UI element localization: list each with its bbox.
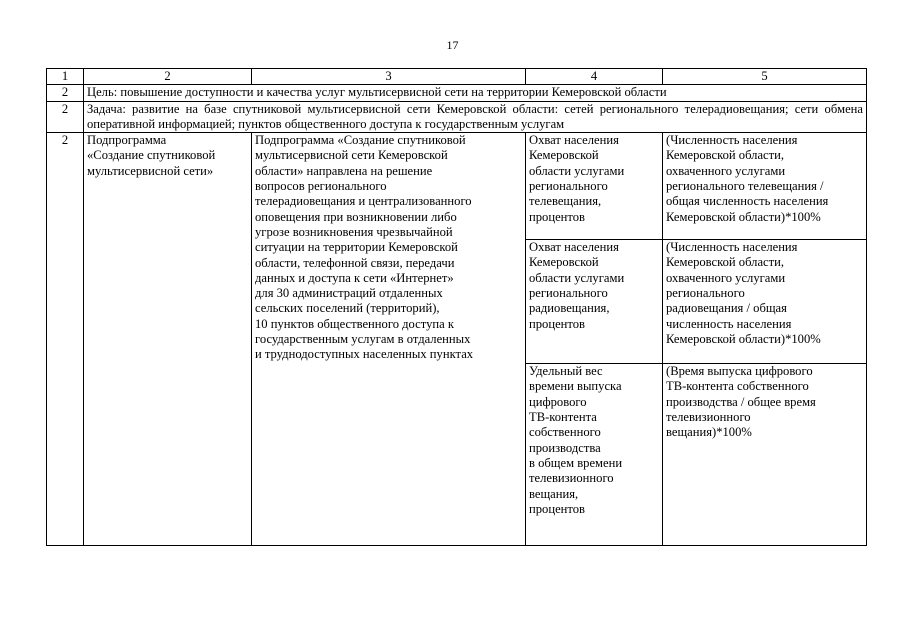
indicators-table bbox=[46, 68, 867, 546]
task-row-number: 2 bbox=[47, 101, 84, 133]
goal-text: Цель: повышение доступности и качества услуг мультисервисной сети на территории Кемеровской области bbox=[84, 85, 867, 101]
indicator-name-tv: Охват населения Кемеровской области услугами регионального телевещания, процентов bbox=[526, 133, 663, 240]
header-cell-1: 1 bbox=[47, 69, 84, 85]
table-header-row bbox=[47, 69, 867, 85]
subprogram-name: Подпрограмма «Создание спутниковой мультисервисной сети» bbox=[84, 133, 252, 546]
header-cell-3: 3 bbox=[252, 69, 526, 85]
subprogram-description: Подпрограмма «Создание спутниковой мультисервисной сети Кемеровской области» направлена на решение вопросов регионального телерадиовещания и централизованного оповещения при возникновении либо угрозе возникновения чрезвычайной ситуации на территории Кемеровской области, телефонной связи, передачи данных и доступа к сети «Интернет» для 30 администраций отдаленных сельских поселений (территорий), 10 пунктов общественного доступа к государственным услугам в отдаленных и труднодоступных населенных пунктах bbox=[252, 133, 526, 546]
indicator-formula-tv: (Численность населения Кемеровской области, охваченного услугами регионального телевещания / общая численность населения Кемеровской области)*100% bbox=[663, 133, 867, 240]
task-text: Задача: развитие на базе спутниковой мультисервисной сети Кемеровской области: сетей регионального телерадиовещания; сети обмена оперативной информацией; пунктов общественного доступа к государственным услугам bbox=[84, 101, 867, 133]
goal-row-number: 2 bbox=[47, 85, 84, 101]
header-cell-5: 5 bbox=[663, 69, 867, 85]
indicator-name-radio: Охват населения Кемеровской области услугами регионального радиовещания, процентов bbox=[526, 240, 663, 364]
indicator-formula-content: (Время выпуска цифрового ТВ-контента собственного производства / общее время телевизионного вещания)*100% bbox=[663, 364, 867, 546]
indicator-name-content: Удельный вес времени выпуска цифрового ТВ-контента собственного производства в общем времени телевизионного вещания, процентов bbox=[526, 364, 663, 546]
task-row bbox=[47, 101, 867, 133]
indicator-formula-radio: (Численность населения Кемеровской области, охваченного услугами регионального радиовещания / общая численность населения Кемеровской области)*100% bbox=[663, 240, 867, 364]
header-cell-2: 2 bbox=[84, 69, 252, 85]
program-row-number: 2 bbox=[47, 133, 84, 546]
page-number: 17 bbox=[446, 38, 459, 52]
goal-row bbox=[47, 85, 867, 101]
program-row bbox=[47, 133, 867, 240]
header-cell-4: 4 bbox=[526, 69, 663, 85]
